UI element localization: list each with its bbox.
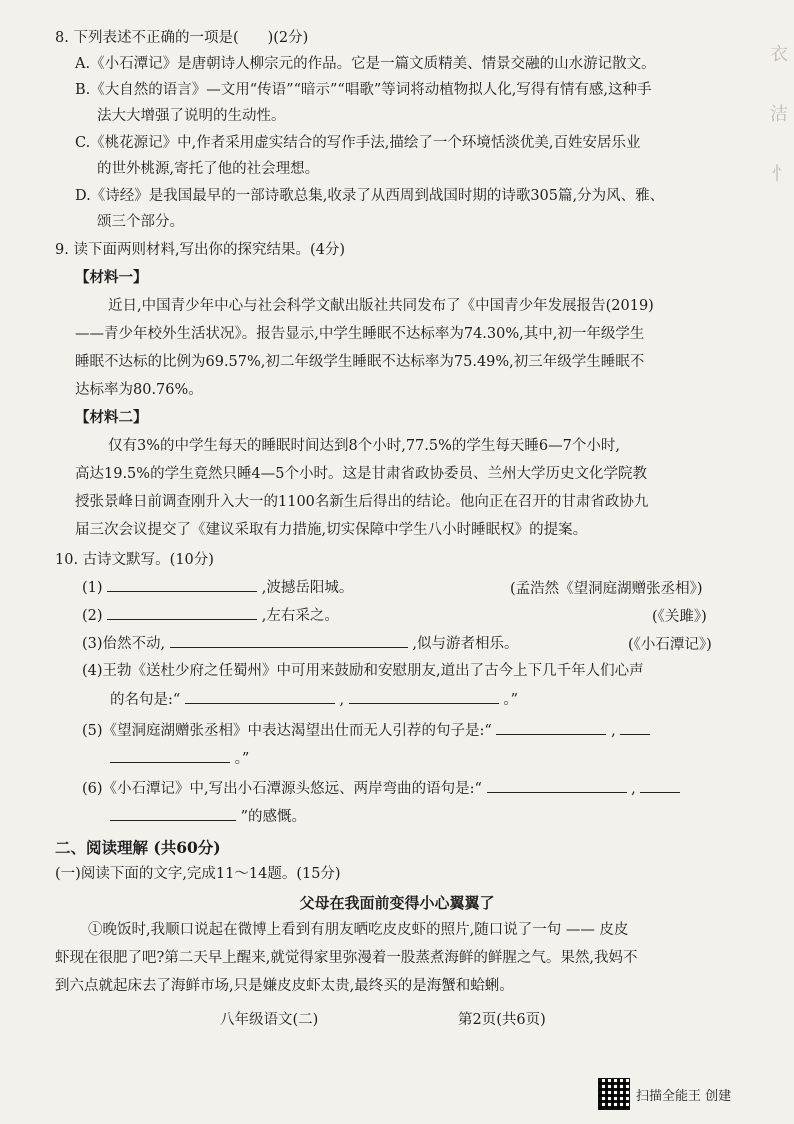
q10-item2-text: ,左右采之。	[261, 608, 339, 624]
q10-item2-answer-blank[interactable]	[107, 605, 257, 620]
q10-item3	[82, 633, 518, 654]
q8-option-c-line2: 的世外桃源,寄托了他的社会理想。	[97, 161, 320, 177]
footer-grade-label: 八年级语文(二)	[220, 1012, 319, 1028]
q10-item4-answer-blank-2[interactable]	[349, 689, 499, 704]
scanner-watermark-label: 扫描全能王 创建	[636, 1089, 732, 1104]
q10-item6-answer-blank-3[interactable]	[110, 806, 236, 821]
q10-item3-source: (《小石潭记》)	[628, 637, 712, 653]
q9-material1-line2: ——青少年校外生活状况》。报告显示,中学生睡眠不达标率为74.30%,其中,初一年级学生	[75, 326, 645, 342]
qr-code-icon	[598, 1078, 630, 1110]
q10-item5-comma: ,	[611, 723, 616, 739]
q10-item5-line2	[110, 748, 249, 769]
q10-item1-number: (1)	[82, 580, 103, 596]
q8-option-d-line2: 颂三个部分。	[97, 214, 184, 230]
q8-option-d-line1: D.《诗经》是我国最早的一部诗歌总集,收录了从西周到战国时期的诗歌305篇,分为风、雅、	[75, 188, 665, 204]
q9-material1-line4: 达标率为80.76%。	[75, 382, 203, 398]
q10-item5-answer-blank-3[interactable]	[110, 748, 230, 763]
section2-subtitle: (一)阅读下面的文字,完成11～14题。(15分)	[55, 866, 341, 882]
q8-option-b-line1: B.《大自然的语言》—文用“传语”“暗示”“唱歌”等词将动植物拟人化,写得有情有感,这种手	[75, 82, 652, 98]
q10-stem: 10. 古诗文默写。(10分)	[55, 552, 214, 568]
q10-item4-line1: (4)王勃《送杜少府之任蜀州》中可用来鼓励和安慰朋友,道出了古今上下几千年人们心声	[82, 663, 644, 679]
q10-item2	[82, 605, 339, 626]
q10-item6-answer-blank-2[interactable]	[640, 778, 680, 793]
q9-material1-title: 【材料一】	[75, 269, 148, 286]
q9-material2-title: 【材料二】	[75, 409, 148, 426]
bleed-through-mark: 洁	[770, 104, 788, 125]
bleed-through-mark: 衣	[770, 44, 788, 65]
q10-item4-comma: ,	[339, 692, 345, 708]
q9-material1-line3: 睡眠不达标的比例为69.57%,初二年级学生睡眠不达标率为75.49%,初三年级学生睡眠不	[75, 354, 645, 370]
q10-item1	[82, 577, 353, 598]
article-paragraph1-line3: 到六点就起床去了海鲜市场,只是嫌皮皮虾太贵,最终买的是海蟹和蛤蜊。	[55, 978, 514, 994]
q10-item3-text-b: ,似与游者相乐。	[412, 636, 519, 652]
q10-item6-comma: ,	[631, 781, 636, 797]
footer-page-number: 第2页(共6页)	[458, 1012, 546, 1028]
q9-material2-line1: 仅有3%的中学生每天的睡眠时间达到8个小时,77.5%的学生每天睡6—7个小时,	[108, 438, 620, 454]
q10-item5-line1	[82, 720, 650, 741]
q10-item4-lead: 的名句是:“	[110, 692, 181, 708]
q10-item4-answer-blank-1[interactable]	[185, 689, 335, 704]
q10-item4-line2	[110, 689, 518, 710]
q8-option-b-line2: 法大大增强了说明的生动性。	[97, 108, 286, 124]
article-paragraph1-line1: ①晚饭时,我顺口说起在微博上看到有朋友晒吃皮皮虾的照片,随口说了一句 —— 皮皮	[88, 922, 629, 938]
section2-title: 二、阅读理解 (共60分)	[55, 838, 221, 857]
q10-item6-close: ”的感慨。	[240, 809, 307, 825]
article-paragraph1-line2: 虾现在很肥了吧?第二天早上醒来,就觉得家里弥漫着一股蒸煮海鲜的鲜腥之气。果然,我妈不	[55, 950, 638, 966]
q8-option-a: A.《小石潭记》是唐朝诗人柳宗元的作品。它是一篇文质精美、情景交融的山水游记散文。	[75, 56, 656, 72]
q10-item5-close: 。”	[234, 751, 250, 767]
q10-item6-answer-blank-1[interactable]	[487, 778, 627, 793]
q9-material2-line4: 届三次会议提交了《建议采取有力措施,切实保障中学生八小时睡眠权》的提案。	[75, 522, 588, 538]
q9-material1-line1: 近日,中国青少年中心与社会科学文献出版社共同发布了《中国青少年发展报告(2019)	[108, 298, 654, 314]
q10-item6-line1	[82, 778, 680, 799]
q10-item5-text: (5)《望洞庭湖赠张丞相》中表达渴望出仕而无人引荐的句子是:“	[82, 723, 492, 739]
article-title: 父母在我面前变得小心翼翼了	[299, 894, 495, 912]
q10-item2-source: (《关雎》)	[652, 609, 707, 625]
q9-material2-line2: 高达19.5%的学生竟然只睡4—5个小时。这是甘肃省政协委员、兰州大学历史文化学院教	[75, 466, 648, 482]
q9-material2-line3: 授张景峰日前调查刚升入大一的1100名新生后得出的结论。他向正在召开的甘肃省政协九	[75, 494, 649, 510]
q10-item2-number: (2)	[82, 608, 103, 624]
q8-stem: 8. 下列表述不正确的一项是( )(2分)	[55, 30, 309, 46]
q10-item4-close: 。”	[503, 692, 519, 708]
q10-item1-answer-blank[interactable]	[107, 577, 257, 592]
q9-stem: 9. 读下面两则材料,写出你的探究结果。(4分)	[55, 242, 346, 258]
q8-option-c-line1: C.《桃花源记》中,作者采用虚实结合的写作手法,描绘了一个环境恬淡优美,百姓安居乐业	[75, 135, 641, 151]
q10-item5-answer-blank-1[interactable]	[496, 720, 606, 735]
q10-item3-answer-blank[interactable]	[170, 633, 408, 648]
q10-item6-text: (6)《小石潭记》中,写出小石潭源头悠远、两岸弯曲的语句是:“	[82, 781, 482, 797]
q10-item1-text: ,波撼岳阳城。	[261, 580, 354, 596]
bleed-through-mark: 忄	[772, 164, 790, 185]
q10-item3-text-a: (3)佁然不动,	[82, 636, 166, 652]
q10-item6-line2	[110, 806, 306, 827]
q10-item1-source: (孟浩然《望洞庭湖赠张丞相》)	[510, 581, 703, 597]
q10-item5-answer-blank-2[interactable]	[620, 720, 650, 735]
